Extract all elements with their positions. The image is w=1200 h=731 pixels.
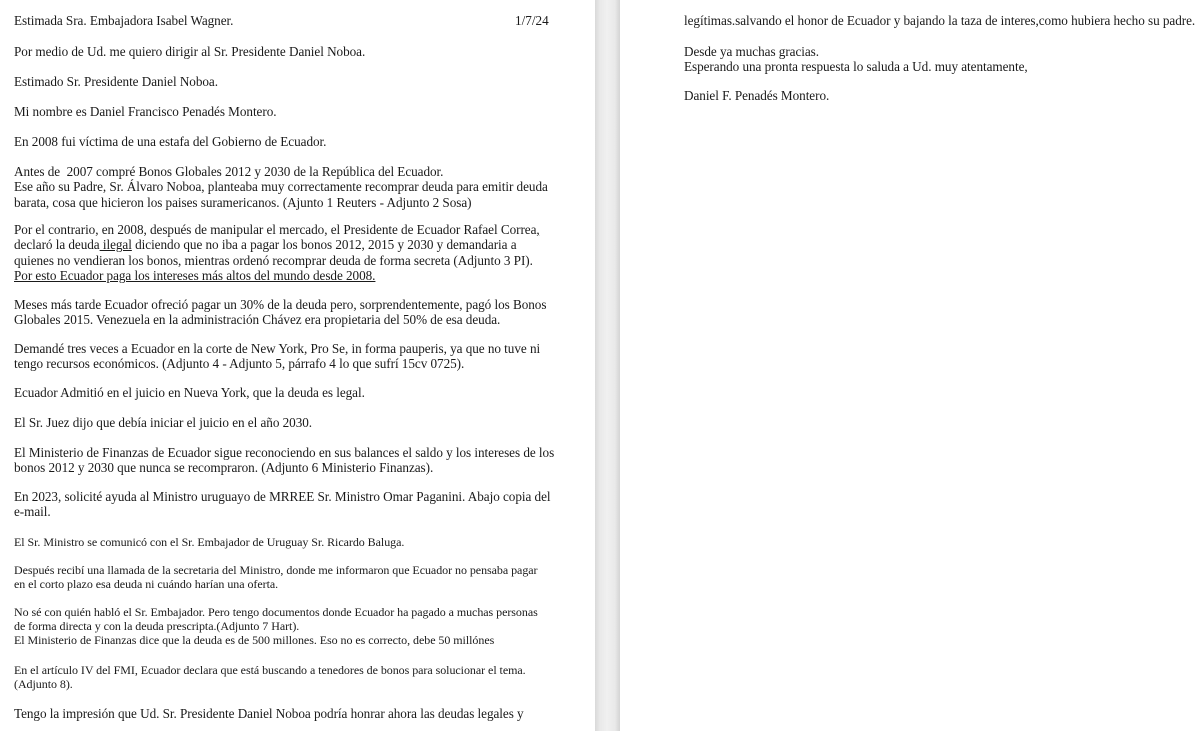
underlined-comma: , [536,222,540,237]
letter-page-1 [0,0,595,731]
signature: Daniel F. Penadés Montero. [684,88,830,103]
paragraph-correa [14,222,540,284]
paragraph-impression: Tengo la impresión que Ud. Sr. Presidente Daniel Noboa podría honrar ahora las deudas legales y [14,706,524,721]
paragraph-continuation: legítimas.salvando el honor de Ecuador y bajando la taza de interes,como hubiera hecho su padre. [684,13,1196,28]
paragraph-2023: En 2023, solicité ayuda al Ministro uruguayo de MRREE Sr. Ministro Omar Paganini. Abajo copia del e-mail. [14,489,551,520]
paragraph-salutation: Estimado Sr. Presidente Daniel Noboa. [14,74,218,89]
paragraph-name: Mi nombre es Daniel Francisco Penadés Montero. [14,104,277,119]
paragraph-offer: Meses más tarde Ecuador ofreció pagar un 30% de la deuda pero, sorprendentemente, pagó los Bonos Globales 2015. Venezuela en la administración Chávez era propietaria del 50% de esa deuda. [14,297,547,328]
paragraph-bonds: Antes de 2007 compré Bonos Globales 2012 y 2030 de la República del Ecuador. Ese año su Padre, Sr. Álvaro Noboa, planteaba muy correctamente recomprar deuda para emitir deuda barata, cosa que hicieron los paises suramericanos. (Ajunto 1 Reuters - Adjunto 2 Sosa) [14,164,548,210]
paragraph-admitted: Ecuador Admitió en el juicio en Nueva York, que la deuda es legal. [14,385,365,400]
paragraph-ambassador: No sé con quién habló el Sr. Embajador. Pero tengo documentos donde Ecuador ha pagado a muchas personas de forma directa y con la deuda prescripta.(Adjunto 7 Hart). El Ministerio de Finanzas dice que la deuda es de 500 millones. Eso no es correcto, debe 50 millónes [14,605,538,647]
paragraph-judge: El Sr. Juez dijo que debía iniciar el juicio en el año 2030. [14,415,313,430]
paragraph-thanks: Desde ya muchas gracias. Esperando una pronta respuesta lo saluda a Ud. muy atentamente, [684,44,1028,75]
paragraph-fmi: En el artículo IV del FMI, Ecuador declara que está buscando a tenedores de bonos para solucionar el tema. (Adjunto 8). [14,663,526,691]
letter-page-2 [620,0,1200,731]
paragraph-intro: Por medio de Ud. me quiero dirigir al Sr. Presidente Daniel Noboa. [14,44,366,59]
letter-date: 1/7/24 [515,13,549,28]
paragraph-call: Después recibí una llamada de la secretaria del Ministro, donde me informaron que Ecuador no pensaba pagar en el corto plazo esa deuda ni cuándo harían una oferta. [14,563,538,591]
paragraph-correa-line-2a: declaró la deuda [14,237,100,253]
paragraph-victim: En 2008 fui víctima de una estafa del Gobierno de Ecuador. [14,134,327,149]
paragraph-correa-line-3: quienes no vendieran los bonos, mientras ordenó recomprar deuda de forma secreta (Adjunto 3 PI). [14,252,533,268]
underlined-ilegal: ilegal [99,237,132,253]
paragraph-sued: Demandé tres veces a Ecuador en la corte de New York, Pro Se, in forma pauperis, ya que no tuve ni tengo recursos económicos. (Adjunto 4 - Adjunto 5, párrafo 4 lo que sufrí 15cv 0725). [14,341,541,372]
paragraph-ministry: El Ministerio de Finanzas de Ecuador sigue reconociendo en sus balances el saldo y los intereses de los bonos 2012 y 2030 que nunca se recompraron. (Adjunto 6 Ministerio Finanzas). [14,445,555,476]
paragraph-correa-line-1: Por el contrario, en 2008, después de manipular el mercado, el Presidente de Ecuador Rafael Correa [14,222,537,237]
paragraph-minister: El Sr. Ministro se comunicó con el Sr. Embajador de Uruguay Sr. Ricardo Baluga. [14,535,405,549]
paragraph-correa-line-2b: diciendo que no iba a pagar los bonos 2012, 2015 y 2030 y demandaria a [131,237,517,253]
page-separator [595,0,620,731]
letter-greeting: Estimada Sra. Embajadora Isabel Wagner. [14,13,234,28]
underlined-highest-interest: Por esto Ecuador paga los intereses más altos del mundo desde 2008. [14,268,376,284]
